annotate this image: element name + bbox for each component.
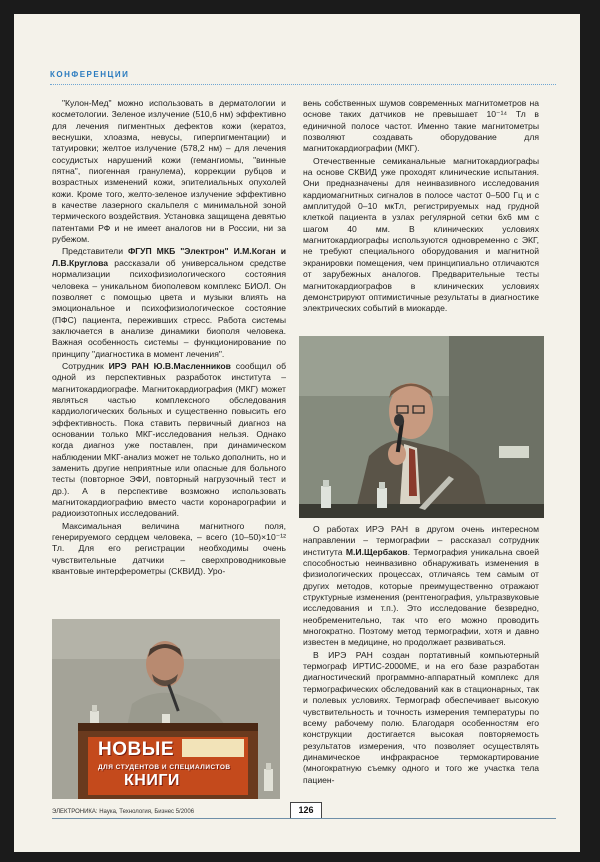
section-divider xyxy=(50,84,556,85)
journal-footer: ЭЛЕКТРОНИКА: Наука, Технология, Бизнес 5/2006 xyxy=(52,809,195,815)
paragraph-squid: Максимальная величина магнитного поля, генерируемого сердцем человека, – всего (10–50)×10⁻¹² Тл. Для его регистрации необходимы очень чувствительные датчики – сверхпроводниковые квантовые интерферометры (СКВИД). Уро- xyxy=(52,520,286,577)
left-column xyxy=(52,98,286,577)
paragraph-magnetometers: вень собственных шумов современных магнитометров на основе таких датчиков не превышает 10⁻¹⁴ Тл в единичной полосе частот. Именно такие магнитометры позволяют создавать оборудование для магнитокардиографии (МКГ). xyxy=(303,98,539,154)
paragraph-irtis: В ИРЭ РАН создан портативный компьютерный термограф ИРТИС-2000МЕ, и на его базе разработан диагностический программно-аппаратный комплекс для термографических обследований как в стационарных, так и полевых условиях. Термограф обеспечивает высокую чувствительность и точность измерения температуры по всему рабочему полю. Благодаря особенностям его конструкции достигается высокая повторяемость результатов измерения, что позволяет осуществлять динамическое инфракрасное термокартирование (многократную съемку одного и того же участка тела пациен- xyxy=(303,649,539,785)
banner-subtitle: ДЛЯ СТУДЕНТОВ И СПЕЦИАЛИСТОВ xyxy=(98,764,231,771)
paragraph-mkg: Сотрудник ИРЭ РАН Ю.В.Масленников сообщил об одной из перспективных разработок института – магнитокардиографе. Магнитокардиография (МКГ) может являться частью комплексного обследования кардиологических больных и существенно повысить его эффективность. Пока ставить первичный диагноз на основании только МКГ-исследования нельзя. Однако когда диагноз уже поставлен, при динамическом наблюдении МКГ-анализ может не только дополнить, но и заменить другие неприятные или опасные для больного тесты (повторное ЭФИ, повторный нагрузочный тест и др.). А в перспективе возможно использовать магнитокардиографию вместо части коронарографии и радиоизотопных исследований. xyxy=(52,360,286,519)
footer-divider xyxy=(52,818,556,819)
right-column-top xyxy=(303,98,539,315)
speaker-photo-bottom xyxy=(52,619,280,799)
paragraph-laser: "Кулон-Мед" можно использовать в дерматологии и косметологии. Зеленое излучение (510,6 нм) эффективно для лечения пигментных дефектов кожи (кератоз, веснушки, хлоазма, невусы, гиперпигментации) и татуировки; желтое излучение (578,2 нм) – для лечения сосудистых нарушений кожи (гемангиомы, "винные пятна", пиогенная гранулема), коррекции рубцов и возрастных изменений кожи, эпителиальных опухолей кожи. Кроме того, желто-зеленое излучение эффективно в качестве лазерного скальпеля с минимальной зоной термического воздействия. Установка защищена девятью патентами РФ и не имеет аналогов ни в России, ни за рубежом. xyxy=(52,98,286,245)
paragraph-biol: Представители ФГУП МКБ "Электрон" И.М.Коган и Л.В.Круглова рассказали об универсальном средстве нормализации психофизиологического состояния человека – уникальном биополевом комплекс БИОЛ. Он позволяет с помощью цвета и музыки влиять на эмоциональное и психофизиологическое состояние (ПФС) пациента, переживших стресс. Работа системы заключается в анализе динамики биополя человека. Важная особенность системы – функционирование по принципу "диагностика в момент лечения". xyxy=(52,246,286,359)
magazine-page xyxy=(14,14,580,852)
section-label: КОНФЕРЕНЦИИ xyxy=(50,70,130,79)
paragraph-magnetocardiographs: Отечественные семиканальные магнитокардиографы на основе СКВИД уже проходят клинические испытания. Они предназначены для неинвазивного исследования кардиомагнитных сигналов в полосе частот 0–500 Гц и с амплитудой 0–10 мкТл, регистрируемых над грудной клеткой пациента в узлах регулярной сетки 6х6 мм с шагом 40 мм. В клинических условиях магнитокардиографы используются одновременно с ЭКГ, не требуют специального оборудования и магнитной экранировки помещения, чем принципиально отличаются от зарубежных аналогов. Предварительные тесты магнитокардиографов в клинических условиях демонстрируют оптимистичные результаты в диагностике электрических событий в миокарде. xyxy=(303,155,539,314)
speaker-photo-top xyxy=(299,336,544,518)
speaker-maslennikov: ИРЭ РАН Ю.В.Масленников xyxy=(108,360,231,371)
speaker-illustration-top xyxy=(299,336,544,518)
page-number: 126 xyxy=(290,802,322,819)
speakers-mkb-electron: ФГУП МКБ "Электрон" И.М.Коган и Л.В.Круглова xyxy=(52,246,286,268)
banner-books: КНИГИ xyxy=(124,772,180,789)
right-column-bottom xyxy=(303,524,539,786)
speaker-scherbakov: М.И.Щербаков xyxy=(345,546,408,557)
paragraph-thermography: О работах ИРЭ РАН в другом очень интересном направлении – термографии – рассказал сотрудник института М.И.Щербаков. Термография уникальна своей способностью неинвазивно обнаруживать изменения в физиологических процессах, отличаясь тем самым от других методов, которые преимущественно отражают структурные изменения (рентгенография, ультразвуковые исследования и т.п.). Это исследование безвредно, необременительно, так что его можно проводить многократно. Поэтому метод термографии, хотя и давно известен в медицине, но продолжает развиваться. xyxy=(303,524,539,648)
banner-title: НОВЫЕ xyxy=(98,739,174,760)
